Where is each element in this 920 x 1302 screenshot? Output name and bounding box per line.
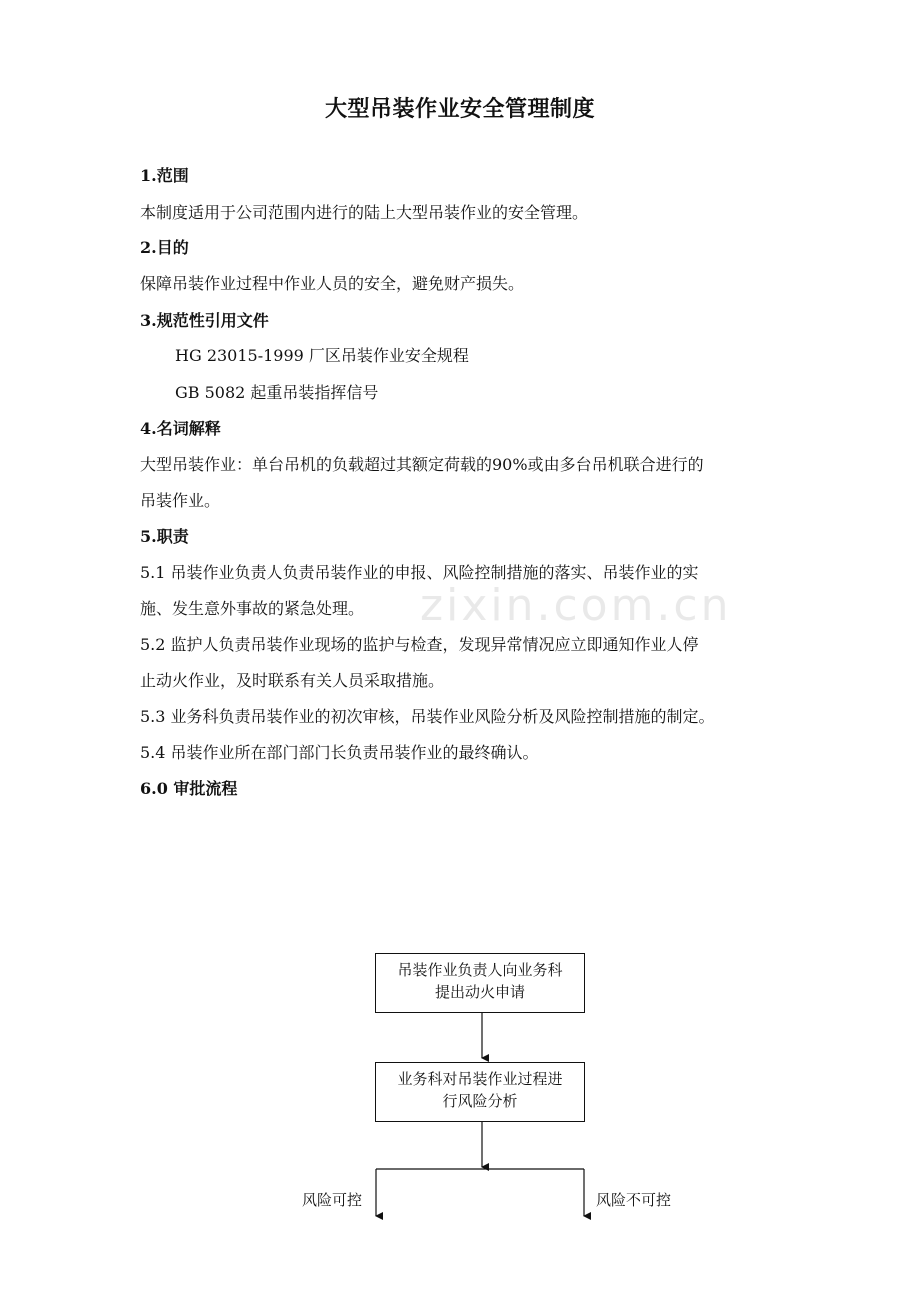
document-title: 大型吊装作业安全管理制度	[324, 96, 595, 122]
scope-text: 本制度适用于公司范围内进行的陆上大型吊装作业的安全管理。	[140, 203, 589, 222]
responsibility-text: 5.1 吊装作业负责人负责吊装作业的申报、风险控制措施的落实、吊装作业的实	[140, 563, 699, 582]
flow-box-risk-analysis-line2: 行风险分析	[442, 1092, 518, 1110]
responsibility-text: 5.4 吊装作业所在部门部门长负责吊装作业的最终确认。	[140, 743, 539, 762]
flow-box-application-line2: 提出动火申请	[434, 983, 525, 1001]
branch-label-controllable: 风险可控	[302, 1191, 363, 1209]
responsibility-text: 5.3 业务科负责吊装作业的初次审核，吊装作业风险分析及风险控制措施的制定。	[140, 707, 715, 726]
definition-text: 吊装作业。	[140, 491, 221, 510]
flow-box-risk-analysis-line1: 业务科对吊装作业过程进	[397, 1070, 563, 1088]
branch-label-uncontrollable: 风险不可控	[596, 1191, 672, 1209]
flow-box-application-line1: 吊装作业负责人向业务科	[397, 961, 563, 979]
reference-item: GB 5082 起重吊装指挥信号	[175, 383, 379, 402]
watermark: zixin.com.cn	[420, 580, 732, 631]
section-heading-purpose: 2.目的	[140, 238, 189, 257]
section-heading-responsibilities: 5.职责	[140, 527, 189, 546]
reference-item: HG 23015-1999 厂区吊装作业安全规程	[175, 346, 469, 365]
purpose-text: 保障吊装作业过程中作业人员的安全，避免财产损失。	[140, 274, 525, 293]
section-heading-approval-process: 6.0 审批流程	[140, 779, 238, 798]
section-heading-definitions: 4.名词解释	[140, 419, 221, 438]
section-heading-scope: 1.范围	[140, 166, 189, 185]
flow-box-application	[375, 953, 585, 1013]
responsibility-text: 5.2 监护人负责吊装作业现场的监护与检查，发现异常情况应立即通知作业人停	[140, 635, 699, 654]
responsibility-text: 止动火作业，及时联系有关人员采取措施。	[140, 671, 445, 690]
flow-box-risk-analysis	[375, 1062, 585, 1122]
responsibility-text: 施、发生意外事故的紧急处理。	[140, 599, 365, 618]
section-heading-references: 3.规范性引用文件	[140, 311, 269, 330]
definition-text: 大型吊装作业：单台吊机的负载超过其额定荷载的90%或由多台吊机联合进行的	[140, 455, 704, 474]
